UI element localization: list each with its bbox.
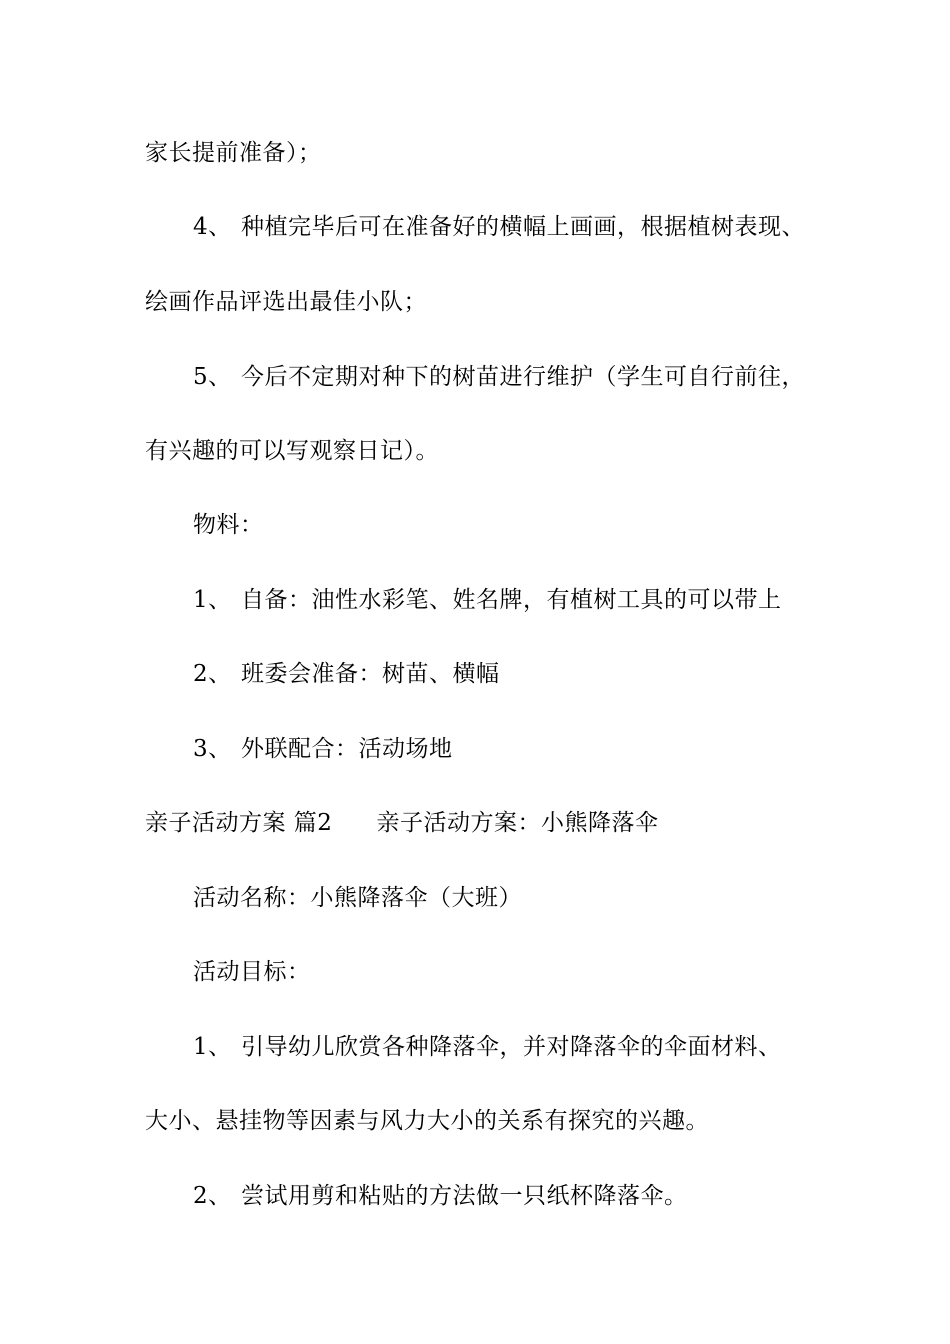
line-text: 今后不定期对种下的树苗进行维护（学生可自行前往， — [241, 364, 805, 390]
line-text: 种植完毕后可在准备好的横幅上画画，根据植树表现、 — [241, 214, 805, 240]
line-text: 外联配合：活动场地 — [241, 736, 453, 762]
line-text: 引导幼儿欣赏各种降落伞，并对降落伞的伞面材料、 — [241, 1034, 782, 1060]
list-number: 2、 — [193, 1183, 232, 1209]
line-text: 自备：油性水彩笔、姓名牌，有植树工具的可以带上 — [241, 587, 782, 613]
line-text: 家长提前准备）； — [145, 140, 322, 166]
list-item-goal-2 — [193, 1181, 688, 1211]
list-item-1 — [193, 585, 782, 615]
line-text: 尝试用剪和粘贴的方法做一只纸杯降落伞。 — [241, 1183, 688, 1209]
list-number: 1、 — [193, 1034, 232, 1060]
list-number: 3、 — [193, 736, 232, 762]
list-number: 1、 — [193, 587, 232, 613]
line-text: 物料： — [193, 512, 264, 538]
section-title: 亲子活动方案 篇2 — [145, 810, 333, 836]
list-item-5 — [193, 362, 805, 392]
line-text: 活动名称：小熊降落伞（大班） — [193, 885, 522, 911]
list-item-goal-1 — [193, 1032, 782, 1062]
activity-name — [193, 883, 522, 913]
list-number: 5、 — [193, 364, 232, 390]
list-number: 2、 — [193, 661, 232, 687]
list-item-2 — [193, 659, 500, 689]
section-label-goals — [193, 957, 311, 987]
list-item-3 — [193, 734, 453, 764]
paragraph-line — [145, 138, 322, 168]
list-number: 4、 — [193, 214, 232, 240]
section-heading — [145, 808, 658, 838]
section-subtitle: 亲子活动方案：小熊降落伞 — [376, 810, 659, 836]
line-text: 活动目标： — [193, 959, 311, 985]
paragraph-line — [145, 1106, 709, 1136]
paragraph-line — [145, 287, 427, 317]
paragraph-line — [145, 436, 439, 466]
list-item-4 — [193, 212, 805, 242]
line-text: 绘画作品评选出最佳小队； — [145, 289, 427, 315]
section-label-materials — [193, 510, 264, 540]
line-text: 大小、悬挂物等因素与风力大小的关系有探究的兴趣。 — [145, 1108, 709, 1134]
line-text: 班委会准备：树苗、横幅 — [241, 661, 500, 687]
line-text: 有兴趣的可以写观察日记）。 — [145, 438, 439, 464]
